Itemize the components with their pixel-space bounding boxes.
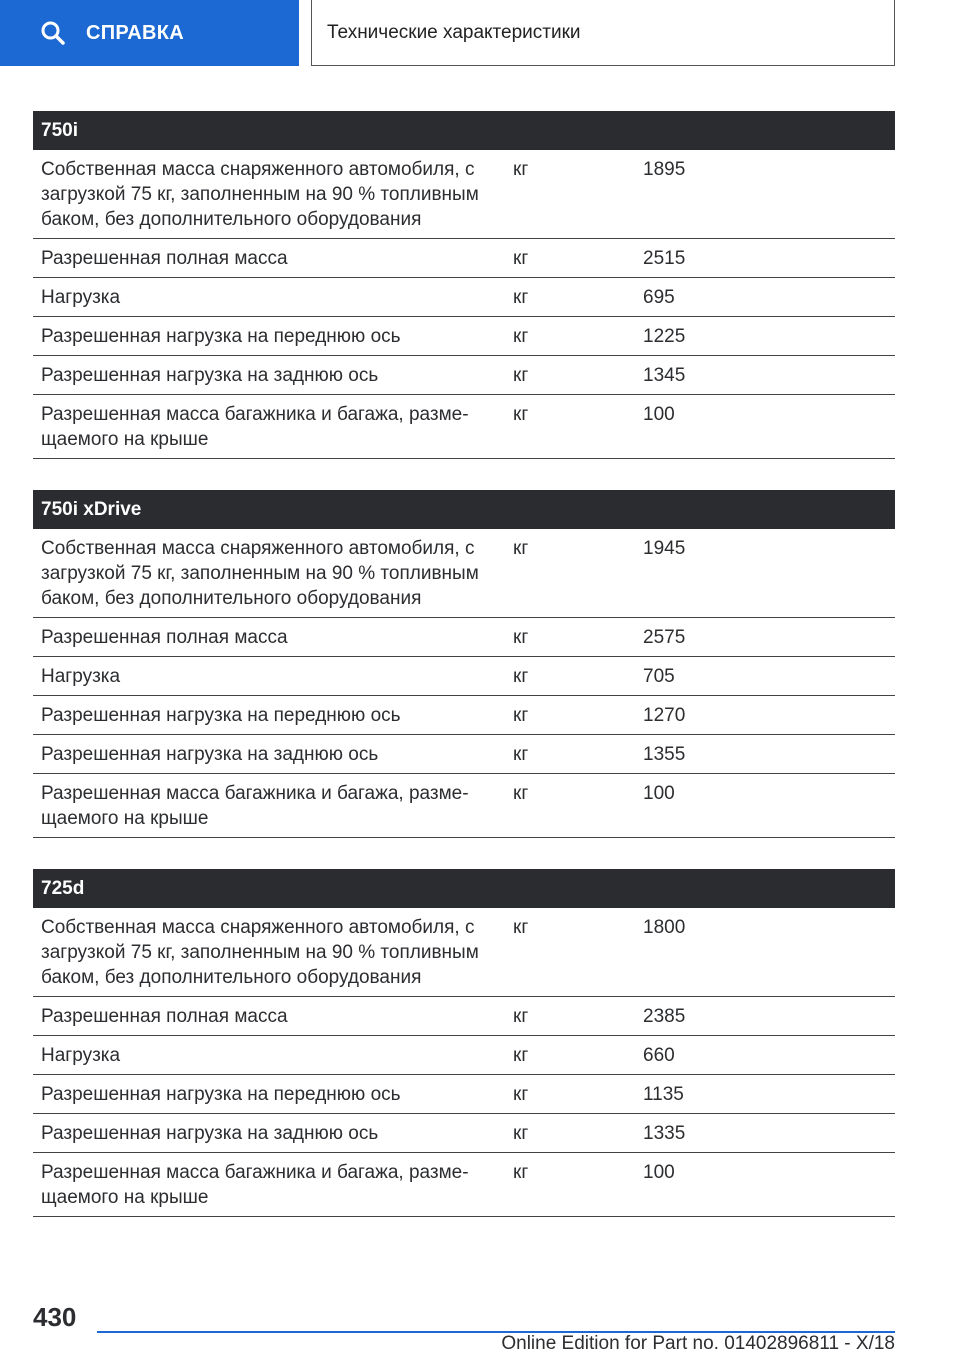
table-row <box>33 317 895 356</box>
table-row <box>33 1114 895 1153</box>
spec-value: 100 <box>635 1153 895 1217</box>
spec-label: Собственная масса снаряженного автомобиля, с загрузкой 75 кг, заполненным на 90 % топливным баком, без дополнительного оборудования <box>33 908 505 997</box>
spec-value: 1345 <box>635 356 895 395</box>
search-icon <box>40 20 66 46</box>
table-row <box>33 278 895 317</box>
table-row <box>33 239 895 278</box>
spec-unit: кг <box>505 1036 635 1075</box>
table-row <box>33 657 895 696</box>
spec-unit: кг <box>505 278 635 317</box>
spec-value: 1225 <box>635 317 895 356</box>
spec-label: Разрешенная нагрузка на переднюю ось <box>33 317 505 356</box>
table-row <box>33 1153 895 1217</box>
spec-label: Разрешенная нагрузка на заднюю ось <box>33 356 505 395</box>
spec-value: 1135 <box>635 1075 895 1114</box>
spec-label: Разрешенная полная масса <box>33 997 505 1036</box>
spec-value: 1945 <box>635 529 895 618</box>
table-row <box>33 529 895 618</box>
table-header-row <box>33 869 895 908</box>
spec-unit: кг <box>505 150 635 239</box>
table-header-row <box>33 111 895 150</box>
table-row <box>33 774 895 838</box>
spec-unit: кг <box>505 618 635 657</box>
spec-value: 705 <box>635 657 895 696</box>
model-title: 725d <box>33 869 895 908</box>
spec-unit: кг <box>505 1153 635 1217</box>
spec-value: 1800 <box>635 908 895 997</box>
spec-value: 1895 <box>635 150 895 239</box>
spec-unit: кг <box>505 317 635 356</box>
table-row <box>33 395 895 459</box>
spec-table <box>33 490 895 838</box>
spec-value: 2385 <box>635 997 895 1036</box>
table-row <box>33 908 895 997</box>
spec-value: 1355 <box>635 735 895 774</box>
breadcrumb[interactable] <box>311 0 895 66</box>
table-row <box>33 618 895 657</box>
table-row <box>33 735 895 774</box>
spec-content <box>33 111 895 1248</box>
table-row <box>33 1036 895 1075</box>
spec-unit: кг <box>505 529 635 618</box>
spec-label: Разрешенная нагрузка на заднюю ось <box>33 735 505 774</box>
spec-label: Собственная масса снаряженного автомобиля, с загрузкой 75 кг, заполненным на 90 % топливным баком, без дополнительного оборудования <box>33 150 505 239</box>
spec-label: Разрешенная нагрузка на переднюю ось <box>33 696 505 735</box>
help-label: СПРАВКА <box>86 21 185 44</box>
help-button[interactable] <box>0 0 299 66</box>
model-title: 750i xDrive <box>33 490 895 529</box>
spec-label: Разрешенная масса багажника и багажа, размещаемого на крыше <box>33 774 505 838</box>
spec-unit: кг <box>505 356 635 395</box>
spec-unit: кг <box>505 1075 635 1114</box>
page-number: 430 <box>33 1302 77 1332</box>
spec-unit: кг <box>505 997 635 1036</box>
spec-label: Нагрузка <box>33 278 505 317</box>
spec-value: 1270 <box>635 696 895 735</box>
spec-label: Нагрузка <box>33 657 505 696</box>
spec-label: Разрешенная нагрузка на переднюю ось <box>33 1075 505 1114</box>
footer-edition-text: Online Edition for Part no. 01402896811 - X/18 <box>501 1333 895 1354</box>
spec-label: Разрешенная полная масса <box>33 618 505 657</box>
spec-value: 100 <box>635 395 895 459</box>
spec-value: 2515 <box>635 239 895 278</box>
spec-unit: кг <box>505 1114 635 1153</box>
spec-value: 2575 <box>635 618 895 657</box>
spec-unit: кг <box>505 908 635 997</box>
table-row <box>33 150 895 239</box>
spec-unit: кг <box>505 395 635 459</box>
table-row <box>33 997 895 1036</box>
spec-label: Разрешенная нагрузка на заднюю ось <box>33 1114 505 1153</box>
spec-unit: кг <box>505 774 635 838</box>
model-title: 750i <box>33 111 895 150</box>
spec-value: 695 <box>635 278 895 317</box>
spec-unit: кг <box>505 735 635 774</box>
breadcrumb-title: Технические характеристики <box>327 21 581 43</box>
spec-label: Нагрузка <box>33 1036 505 1075</box>
spec-unit: кг <box>505 696 635 735</box>
table-row <box>33 696 895 735</box>
table-row <box>33 1075 895 1114</box>
table-header-row <box>33 490 895 529</box>
spec-label: Разрешенная масса багажника и багажа, размещаемого на крыше <box>33 1153 505 1217</box>
spec-unit: кг <box>505 239 635 278</box>
spec-table <box>33 111 895 459</box>
spec-unit: кг <box>505 657 635 696</box>
spec-label: Разрешенная масса багажника и багажа, размещаемого на крыше <box>33 395 505 459</box>
table-row <box>33 356 895 395</box>
spec-value: 1335 <box>635 1114 895 1153</box>
spec-value: 100 <box>635 774 895 838</box>
spec-label: Собственная масса снаряженного автомобиля, с загрузкой 75 кг, заполненным на 90 % топливным баком, без дополнительного оборудования <box>33 529 505 618</box>
spec-value: 660 <box>635 1036 895 1075</box>
spec-label: Разрешенная полная масса <box>33 239 505 278</box>
spec-table <box>33 869 895 1217</box>
